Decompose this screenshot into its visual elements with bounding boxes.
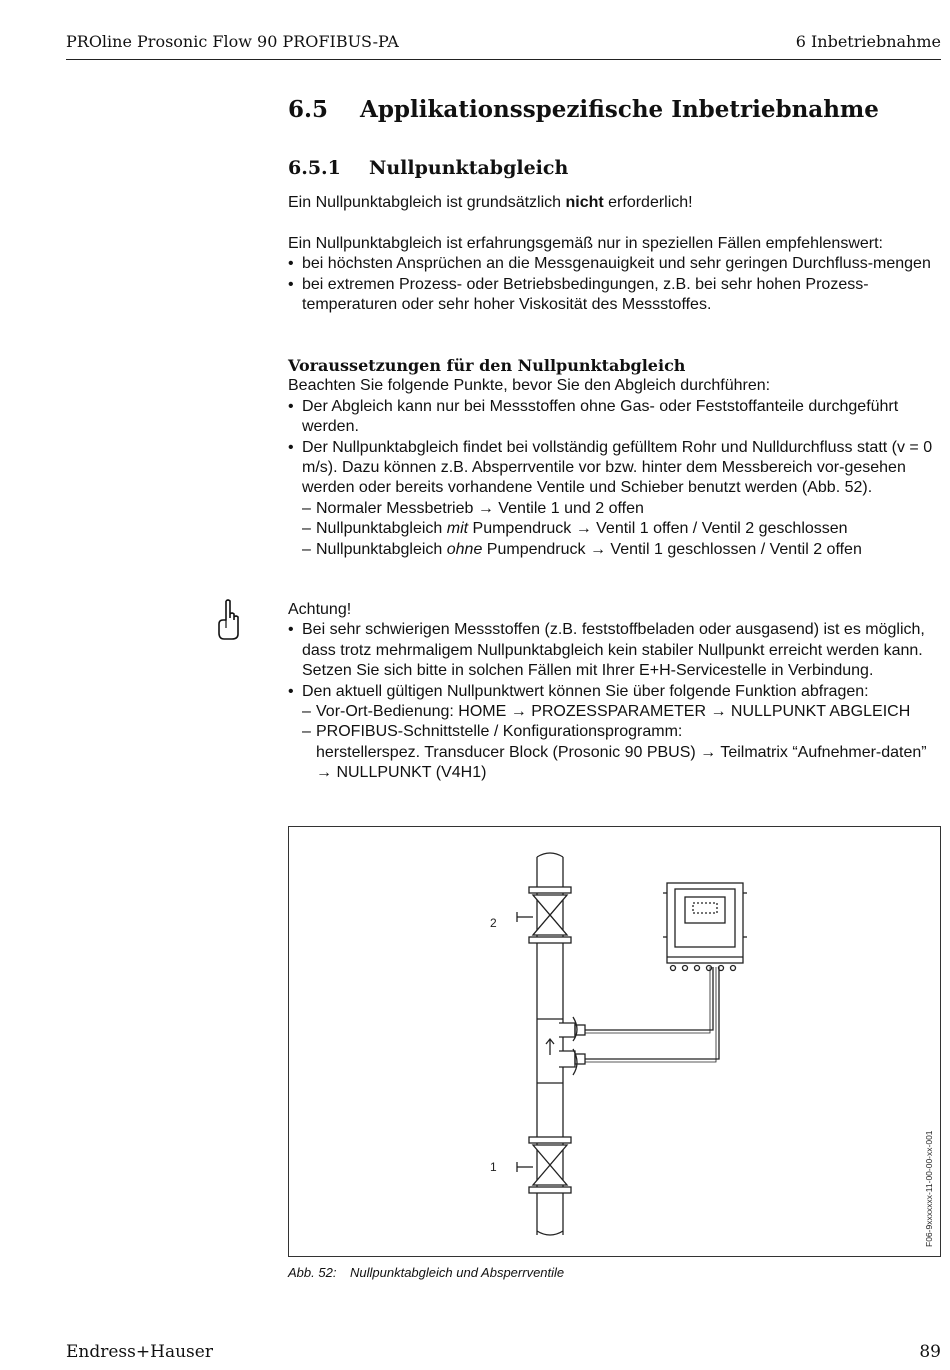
flange <box>529 1187 571 1193</box>
cable-gland <box>707 966 712 971</box>
caution-title: Achtung! <box>288 601 352 618</box>
caution-item-difficult-media: • Bei sehr schwierigen Messstoffen (z.B. feststoffbeladen oder ausgasend) ist es möglich, dass trotz mehrmaligem Nullpunktabgleich kein stabiler Nullpunkt erreicht werden kann. Setzen Sie sich bitte in solchen Fällen mit Ihrer E+H-Servicestelle in Verbindung. <box>288 620 943 681</box>
cases-block <box>288 234 943 316</box>
footer-brand: Endress+Hauser <box>66 1342 213 1362</box>
section-number: 6.5 <box>288 96 329 123</box>
valve-1-body <box>533 1145 567 1185</box>
caution-block <box>288 600 943 784</box>
subsection-heading <box>288 157 568 179</box>
valve-1-label: 1 <box>490 1160 497 1174</box>
figure-52 <box>288 826 941 1257</box>
caution-dash-profibus-path: herstellerspez. Transducer Block (Prosonic 90 PBUS) → Teilmatrix “Aufnehmer-daten” → NULLPUNKT (V4H1) <box>316 743 927 782</box>
figure-code: F06-9xxxxxxx-11-00-00-xx-001 <box>924 1130 934 1247</box>
prerequisites-heading: Voraussetzungen für den Nullpunktabgleich <box>288 356 686 375</box>
pipe-bottom-break <box>537 1231 563 1235</box>
flange <box>529 887 571 893</box>
prerequisites-item-zero-flow: • Der Nullpunktabgleich findet bei vollständig gefülltem Rohr und Nulldurchfluss statt (v = 0 m/s). Dazu können z.B. Absperrventile vor bzw. hinter dem Messbereich vor-gesehen werden oder bereits vorhandene Ventile und Schieber benutzt werden (Abb. 52). <box>288 438 943 499</box>
pointing-hand-icon <box>214 598 242 640</box>
pipe-top-break <box>537 853 563 857</box>
prerequisites-lead: Beachten Sie folgende Punkte, bevor Sie den Abgleich durchführen: <box>288 377 771 395</box>
intro-paragraph: Ein Nullpunktabgleich ist grundsätzlich nicht erforderlich! <box>288 194 693 211</box>
running-header-chapter: 6 Inbetriebnahme <box>795 32 941 51</box>
running-header-title: PROline Prosonic Flow 90 PROFIBUS-PA <box>66 32 399 51</box>
flow-arrow-icon <box>546 1039 554 1055</box>
cable-gland <box>695 966 700 971</box>
cable-gland <box>671 966 676 971</box>
caution-dash-profibus: – PROFIBUS-Schnittstelle / Konfigurationsprogramm: <box>288 722 943 742</box>
section-title: Applikationsspezifische Inbetriebnahme <box>360 96 879 123</box>
page-number: 89 <box>919 1342 941 1362</box>
flange <box>529 1137 571 1143</box>
prerequisites-dash-with-pump: – Nullpunktabgleich mit Pumpendruck → Ventil 1 offen / Ventil 2 geschlossen <box>288 519 943 539</box>
sensor-lower <box>559 1051 575 1067</box>
figure-caption-text: Nullpunktabgleich und Absperrventile <box>350 1265 565 1280</box>
cases-item-conditions: • bei extremen Prozess- oder Betriebsbedingungen, z.B. bei sehr hohen Prozess-temperaturen oder sehr hoher Viskosität des Messstoffes. <box>288 275 943 316</box>
subsection-title: Nullpunktabgleich <box>369 157 569 179</box>
prerequisites-item-medium: • Der Abgleich kann nur bei Messstoffen ohne Gas- oder Feststoffanteile durchgeführt werden. <box>288 397 943 438</box>
prerequisites-block <box>288 356 943 560</box>
cable-gland <box>731 966 736 971</box>
valve-2-label: 2 <box>490 916 497 930</box>
subsection-number: 6.5.1 <box>288 157 341 179</box>
header-rule <box>66 59 941 60</box>
cable-lower <box>585 967 719 1059</box>
caution-dash-local: – Vor-Ort-Bedienung: HOME → PROZESSPARAMETER → NULLPUNKT ABGLEICH <box>288 702 943 722</box>
caution-item-query: • Den aktuell gültigen Nullpunktwert können Sie über folgende Funktion abfragen: <box>288 682 943 702</box>
flange <box>529 937 571 943</box>
prerequisites-dash-normal: – Normaler Messbetrieb → Ventile 1 und 2 offen <box>288 499 943 519</box>
valve-2-body <box>533 895 567 935</box>
section-heading <box>288 96 879 123</box>
figure-caption-number: Abb. 52: <box>288 1265 337 1280</box>
figure-caption <box>288 1265 564 1280</box>
cases-item-accuracy: • bei höchsten Ansprüchen an die Messgenauigkeit und sehr geringen Durchfluss-mengen <box>288 254 943 274</box>
cable-gland <box>683 966 688 971</box>
intro-emphasis: nicht <box>565 194 604 211</box>
sensor-upper <box>559 1023 575 1037</box>
cable-upper <box>585 967 713 1030</box>
cases-lead: Ein Nullpunktabgleich ist erfahrungsgemäß nur in speziellen Fällen empfehlenswert: <box>288 235 883 252</box>
figure-drawing <box>289 827 942 1258</box>
prerequisites-dash-without-pump: – Nullpunktabgleich ohne Pumpendruck → Ventil 1 geschlossen / Ventil 2 offen <box>288 540 943 560</box>
